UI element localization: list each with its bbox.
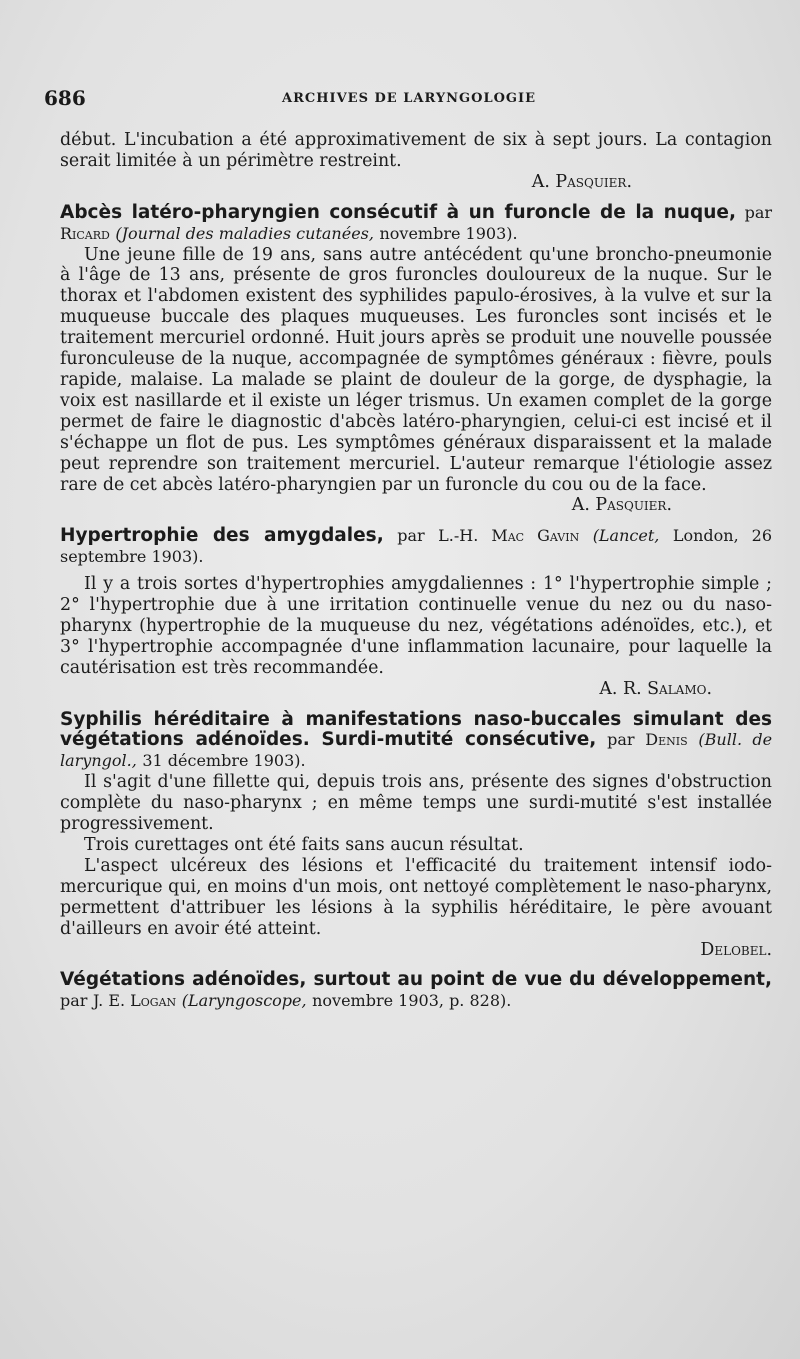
article3-date: 31 décembre 1903). (142, 751, 306, 771)
article3-by: par (607, 730, 635, 750)
article2-title: Hypertrophie des amygdales, (60, 525, 384, 547)
article2-heading (60, 526, 772, 568)
intro-signature: A. Pasquier. (531, 171, 632, 192)
article3-heading (60, 710, 772, 773)
body-text (60, 130, 772, 1012)
intro-paragraph: début. L'incubation a été approximativement de six à sept jours. La contagion serait limitée à un périmètre restreint. (60, 130, 772, 171)
article2-signature: A. R. Salamo. (599, 678, 712, 699)
article3-paragraph-3: L'aspect ulcéreux des lésions et l'efficacité du traitement intensif iodo-mercurique qui, en moins d'un mois, ont nettoyé complètement le naso-pharynx, permettent d'attribuer les lésions à la syphilis héréditaire, le père avouant d'ailleurs en avoir été atteint. (60, 855, 772, 939)
page-number: 686 (44, 86, 86, 110)
article2-author: L.-H. Mac Gavin (438, 526, 580, 546)
article3-signature: Delobel. (700, 939, 772, 960)
article2-source: (Lancet, (592, 526, 660, 546)
article1-paragraph: Une jeune fille de 19 ans, sans autre antécédent qu'une broncho-pneumonie à l'âge de 13 ans, présente de gros furoncles douloureux de la nuque. Sur le thorax et l'abdomen existent des syphilides papulo-érosives, à la vulve et sur la muqueuse buccale des plaques muqueuses. Les furoncles sont incisés et le traitement mercuriel ordonné. Huit jours après se produit une nouvelle poussée furonculeuse de la nuque, accompagnée de symptômes généraux : fièvre, pouls rapide, malaise. La malade se plaint de douleur de la gorge, de dysphagie, la voix est nasillarde et il existe un léger trismus. Un examen complet de la gorge permet de faire le diagnostic d'abcès latéro-pharyngien, celui-ci est incisé et il s'échappe un flot de pus. Les symptômes généraux disparaissent et la malade peut reprendre son traitement mercuriel. L'auteur remarque l'étiologie assez rare de cet abcès latéro-pharyngien par un furoncle du cou ou de la face. (60, 244, 772, 495)
article2-date: London, 26 septembre 1903). (60, 526, 773, 567)
article2-by: par (397, 526, 425, 546)
article1-date: novembre 1903). (379, 223, 518, 243)
article3-source: (Bull. de laryngol., (60, 730, 773, 771)
article4-title: Végétations adénoïdes, surtout au point de vue du développement, (60, 969, 772, 991)
article4-author: J. E. Logan (92, 991, 177, 1011)
article3-paragraph-1: Il s'agit d'une fillette qui, depuis trois ans, présente des signes d'obstruction complète du naso-pharynx ; en même temps une surdi-mutité s'est installée progressivement. (60, 772, 772, 835)
article2-paragraph: Il y a trois sortes d'hypertrophies amygdaliennes : 1° l'hypertrophie simple ; 2° l'hypertrophie due à une irritation continuelle venue du nez ou du naso-pharynx (hypertrophie de la muqueuse du nez, végétations adénoïdes, etc.), et 3° l'hypertrophie accompagnée d'une inflammation lacunaire, pour laquelle la cautérisation est très recommandée. (60, 574, 772, 678)
article1-title: Abcès latéro-pharyngien consécutif à un furoncle de la nuque, (60, 201, 736, 223)
article4-source: (Laryngoscope, (181, 991, 307, 1011)
article4-date: novembre 1903, p. 828). (312, 991, 512, 1011)
article3-author: Denis (645, 730, 688, 750)
article1-by: par (744, 202, 773, 222)
article1-heading (60, 203, 772, 245)
article4-heading (60, 970, 772, 1012)
article1-author: Ricard (60, 223, 110, 243)
running-head: ARCHIVES DE LARYNGOLOGIE (282, 91, 536, 106)
page-header (44, 86, 774, 116)
article3-paragraph-2: Trois curettages ont été faits sans aucun résultat. (84, 835, 524, 855)
article1-signature: A. Pasquier. (571, 495, 672, 516)
article1-source: (Journal des maladies cutanées, (115, 223, 374, 243)
article4-by: par (60, 991, 88, 1011)
article3-title: Syphilis héréditaire à manifestations naso-buccales simulant des végétations adénoïdes. Surdi-mutité consécutive, (60, 708, 772, 751)
